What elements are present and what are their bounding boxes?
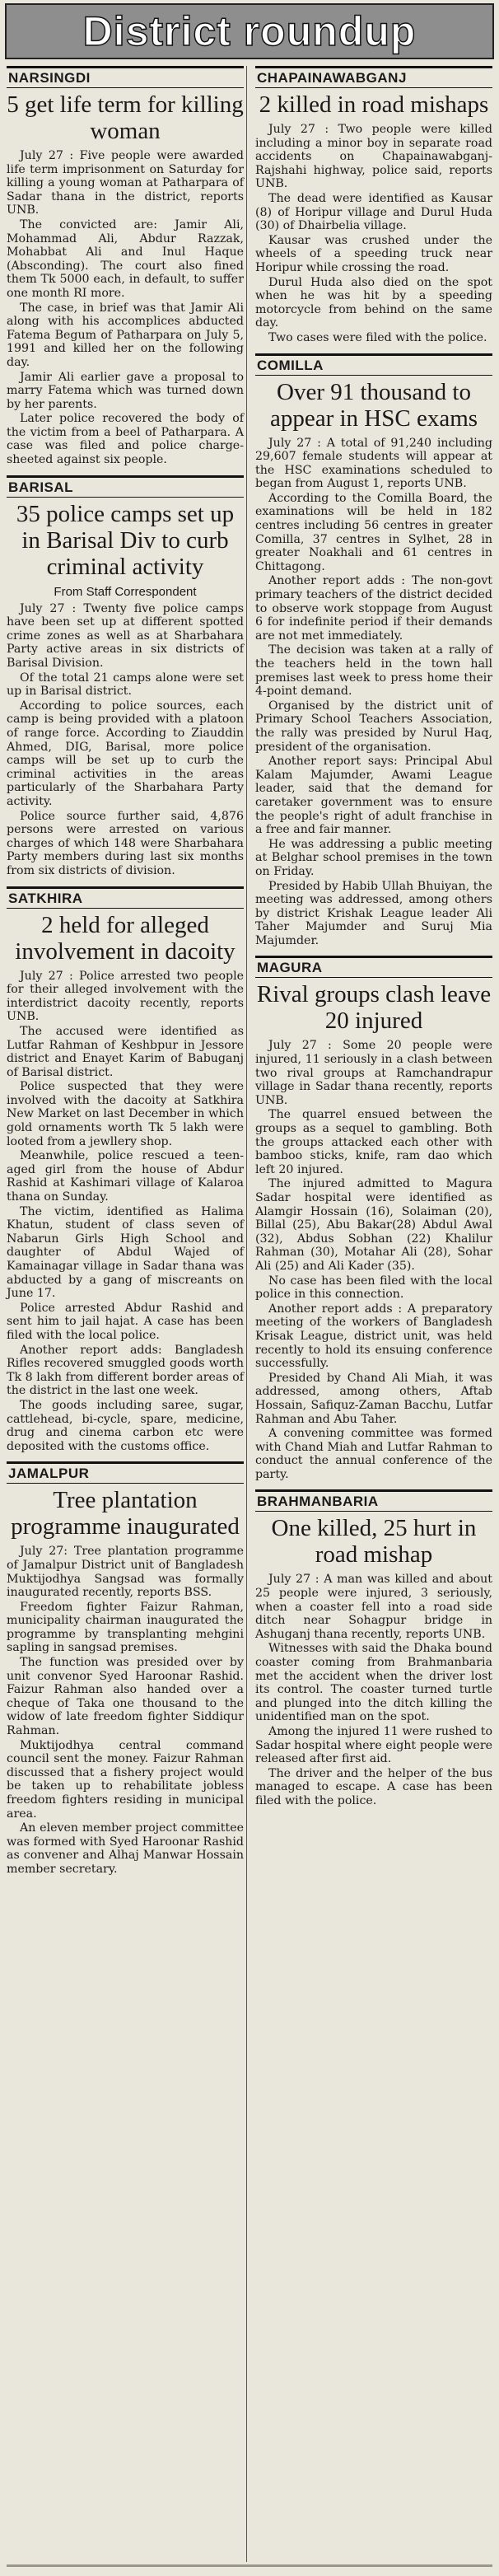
- story-dateline: COMILLA: [255, 353, 492, 376]
- story-paragraph: Another report adds: Bangladesh Rifles recovered smuggled goods worth Tk 8 lakh from different border areas of the district in the last one week.: [7, 1343, 244, 1398]
- story-paragraph: The quarrel ensued between the groups as a sequel to gambling. Both the groups attacked each other with bamboo sticks, knife, ram dao which left 20 injured.: [255, 1108, 492, 1176]
- story-paragraph: A convening committee was formed with Chand Miah and Lutfar Rahman to conduct the annual conference of the party.: [255, 1427, 492, 1481]
- story-headline: One killed, 25 hurt in road mishap: [271, 1515, 477, 1569]
- news-story: [255, 1489, 492, 1807]
- story-paragraph: July 27 : A total of 91,240 including 29,607 female students will appear at the HSC examinations scheduled to began from August 1, reports UNB.: [255, 436, 492, 491]
- story-paragraph: Jamir Ali earlier gave a proposal to marry Fatema which was turned down by her parents.: [7, 370, 244, 411]
- story-paragraph: The function was presided over by unit convenor Syed Haroonar Rashid. Faizur Rahman also handed over a cheque of Taka one thousand to the widow of late freedom fighter Siddiqur Rahman.: [7, 1656, 244, 1738]
- story-paragraph: Durul Huda also died on the spot when he was hit by a speeding motorcycle from behind on the same day.: [255, 275, 492, 330]
- story-paragraph: According to the Comilla Board, the examinations will be held in 182 centres including 56 centres in greater Comilla, 37 centres in Sylhet, 28 in greater Noakhali and 61 centres in Chittagong.: [255, 491, 492, 573]
- story-paragraph: Police suspected that they were involved with the dacoity at Satkhira New Market on last December in which gold ornaments worth Tk 5 lakh were looted from a jewllery shop.: [7, 1080, 244, 1148]
- story-dateline: SATKHIRA: [7, 886, 244, 909]
- news-story: [255, 66, 492, 345]
- story-paragraph: July 27 : Two people were killed including a minor boy in separate road accidents on Chapainawabganj-Rajshahi highway, police said, reports UNB.: [255, 123, 492, 191]
- story-dateline: JAMALPUR: [7, 1461, 244, 1484]
- news-story: [7, 475, 244, 878]
- story-paragraph: The victim, identified as Halima Khatun, student of class seven of Nabarun Girls High School and daughter of Abdul Wajed of Kamainagar village in Sadar thana was abducted by a gang of miscreants on June 17.: [7, 1204, 244, 1301]
- story-paragraph: July 27 : Police arrested two people for their alleged involvement with the interdistrict dacoity recently, reports UNB.: [7, 969, 244, 1024]
- story-paragraph: Police arrested Abdur Rashid and sent him to jail hajat. A case has been filed with the local police.: [7, 1301, 244, 1342]
- story-paragraph: Among the injured 11 were rushed to Sadar hospital where eight people were released after first aid.: [255, 1725, 492, 1766]
- story-paragraph: Another report says: Principal Abul Kalam Majumder, Awami League leader, said that the demand for caretaker government was to ensure the people's right of adult franchise in a free and fair manner.: [255, 755, 492, 837]
- story-paragraph: He was addressing a public meeting at Belghar school premises in the town on Friday.: [255, 837, 492, 878]
- masthead-title: District roundup: [82, 8, 417, 54]
- story-headline: 5 get life term for killing woman: [7, 91, 244, 144]
- story-paragraph: The driver and the helper of the bus managed to escape. A case has been filed with the police.: [255, 1766, 492, 1807]
- story-paragraph: Muktijodhya central command council sent the money. Faizur Rahman discussed that a fishery project would be taken up to rehabilitate jobless freedom fighters residing in municipal area.: [7, 1738, 244, 1821]
- bottom-rule: [7, 2564, 492, 2567]
- story-paragraph: Presided by Chand Ali Miah, it was addressed, among others, Aftab Hossain, Safiquz-Zaman Bacchu, Lutfar Rahman and Abu Taher.: [255, 1371, 492, 1426]
- news-story: [255, 956, 492, 1481]
- story-paragraph: July 27 : Twenty five police camps have been set up at different spotted crime zones as well as at Sharbahara Party active areas in six districts of Barisal Division.: [7, 601, 244, 671]
- story-paragraph: Meanwhile, police rescued a teen-aged girl from the house of Abdur Rashid at Kashimari village of Kalaroa thana on Sunday.: [7, 1149, 244, 1204]
- news-story: [7, 886, 244, 1454]
- story-headline: Over 91 thousand to appear in HSC exams: [269, 378, 478, 432]
- news-story: [7, 66, 244, 467]
- masthead: [5, 3, 494, 59]
- story-paragraph: July 27 : A man was killed and about 25 people were injured, 3 seriously, when a coaster fell into a road side ditch near Sohagpur bridge in Ashuganj thana recently, reports UNB.: [255, 1573, 492, 1641]
- story-paragraph: Kausar was crushed under the wheels of a speeding truck near Horipur while crossing the road.: [255, 233, 492, 274]
- left-column: [7, 66, 244, 1885]
- story-paragraph: An eleven member project committee was formed with Syed Haroonar Rashid as convener and Alhaj Manwar Hossain member secretary.: [7, 1821, 244, 1876]
- story-paragraph: According to police sources, each camp is being provided with a platoon of range force. According to Ziauddin Ahmed, DIG, Barisal, more police camps will be set up to curb the criminal activities in the areas particularly of the Sharbahara Party activity.: [7, 699, 244, 808]
- story-paragraph: Another report adds : The non-govt primary teachers of the district decided to observe work stoppage from August 6 for indefinite period if their demands are not met immediately.: [255, 574, 492, 643]
- story-byline: From Staff Correspondent: [54, 584, 197, 599]
- story-paragraph: The convicted are: Jamir Ali, Mohammad Ali, Abdur Razzak, Mohabbat Ali and Inul Haque (Absconding). The court also fined them Tk 5000 each, in default, to suffer one month RI more.: [7, 217, 244, 300]
- story-paragraph: Witnesses with said the Dhaka bound coaster coming from Brahmanbaria met the accident when the driver lost its control. The coaster turned turtle and plunged into the ditch killing the unidentified man on the spot.: [255, 1642, 492, 1724]
- story-paragraph: July 27 : Some 20 people were injured, 11 seriously in a clash between two rival groups at Ramchandrapur village in Sadar thana recently, reports UNB.: [255, 1039, 492, 1107]
- story-dateline: BRAHMANBARIA: [255, 1489, 492, 1512]
- story-paragraph: Freedom fighter Faizur Rahman, municipality chairman inaugurated the programme by transplanting mehgini sapling in sangsad premises.: [7, 1600, 244, 1655]
- story-paragraph: Presided by Habib Ullah Bhuiyan, the meeting was addressed, among others by district Krishak League leader Ali Taher Majumder and Suruj Mia Majumder.: [255, 879, 492, 947]
- story-headline: 2 held for alleged involvement in dacoity: [15, 911, 236, 965]
- news-story: [7, 1461, 244, 1876]
- story-dateline: NARSINGDI: [7, 66, 244, 88]
- story-headline: 35 police camps set up in Barisal Div to curb criminal activity: [16, 500, 235, 580]
- story-dateline: CHAPAINAWABGANJ: [255, 66, 492, 88]
- story-headline: Tree plantation programme inaugurated: [11, 1487, 240, 1540]
- story-paragraph: The injured admitted to Magura Sadar hospital were identified as Alamgir Hossain (16), Solaiman (20), Billal (25), Abu Bakar(28) Abdul Awal (32), Abdus Sobhan (22) Khalilur Rahman (30), Motahar Ali (28), Sohar Ali (25) and Ali Kader (35).: [255, 1177, 492, 1273]
- story-paragraph: The goods including saree, sugar, cattlehead, bi-cycle, spare, medicine, drug and cinema carbon etc were deposited with the customs office.: [7, 1398, 244, 1453]
- story-paragraph: Another report adds : A preparatory meeting of the workers of Bangladesh Krisak League, district unit, was held recently to hold its ensuing conference successfully.: [255, 1302, 492, 1371]
- story-paragraph: Later police recovered the body of the victim from a beel of Patharpara. A case was filed and police charge-sheeted against six people.: [7, 412, 244, 467]
- story-dateline: MAGURA: [255, 956, 492, 978]
- story-paragraph: The dead were identified as Kausar (8) of Horipur village and Durul Huda (30) of Dhairbelia village.: [255, 191, 492, 233]
- story-paragraph: Police source further said, 4,876 persons were arrested on various charges of which 148 were Sharbahara Party members during last six months from six districts of division.: [7, 809, 244, 877]
- news-story: [255, 353, 492, 948]
- story-headline: Rival groups clash leave 20 injured: [256, 981, 492, 1035]
- story-paragraph: Two cases were filed with the police.: [268, 330, 487, 344]
- story-paragraph: July 27 : Five people were awarded life term imprisonment on Saturday for killing a young woman at Patharpara of Sadar thana in the district, reports UNB.: [7, 149, 244, 217]
- story-dateline: BARISAL: [7, 475, 244, 498]
- right-column: [255, 66, 492, 1816]
- story-paragraph: The case, in brief was that Jamir Ali along with his accomplices abducted Fatema Begum of Patharpara on July 5, 1991 and killed her on the following day.: [7, 301, 244, 369]
- story-paragraph: Organised by the district unit of Primary School Teachers Association, the rally was presided by Nurul Haq, president of the organisation.: [255, 699, 492, 754]
- story-headline: 2 killed in road mishaps: [259, 91, 489, 118]
- column-divider: [246, 66, 247, 2562]
- story-paragraph: Of the total 21 camps alone were set up in Barisal district.: [7, 671, 244, 699]
- story-paragraph: No case has been filed with the local police in this connection.: [255, 1274, 492, 1302]
- story-paragraph: The decision was taken at a rally of the teachers held in the town hall premises last week to press home their 4-point demand.: [255, 643, 492, 699]
- story-paragraph: The accused were identified as Lutfar Rahman of Keshbpur in Jessore district and Enayet Karim of Babuganj of Barisal district.: [7, 1024, 244, 1079]
- story-paragraph: July 27: Tree plantation programme of Jamalpur District unit of Bangladesh Muktijodhya Sangsad was formally inaugurated recently, reports BSS.: [7, 1545, 244, 1600]
